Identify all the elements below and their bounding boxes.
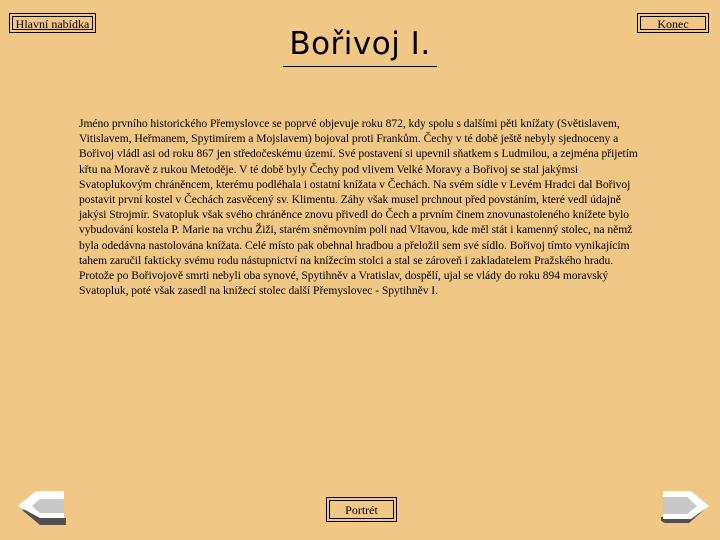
main-menu-button[interactable]: Hlavní nabídka <box>9 13 96 33</box>
body-paragraph: Jméno prvního historického Přemyslovce se poprvé objevuje roku 872, kdy spolu s dalšími pěti knížaty (Světislavem, Vitislavem, Heřmanem, Spytimírem a Mojslavem) bojoval proti Frankům. Čechy v té době ještě nebyly sjednoceny a Bořivoj vládl asi od roku 867 jen středočeskému území. Své postavení si upevnil sňatkem s Ludmilou, a zejména přijetím křtu na Moravě z rukou Metoděje. V té době byly Čechy pod vlivem Velké Moravy a Bořivoj se stal jakýmsi Svatoplukovým chráněncem, kterému podléhala i ostatní knížata v Čechách. Na svém sídle v Levém Hradci dal Bořivoj postavit první kostel v Čechách zasvěcený sv. Klimentu. Záhy však musel prchnout před povstáním, které vedl údajně jakýsi Strojmír. Svatopluk však svého chráněnce znovu přivedl do Čech a prvním činem znovunastoleného knížete bylo vybudování kostela P. Marie na vrchu Žiži, starém sněmovním poli nad Vltavou, kde měl stát i kamenný stolec, na němž byla odedávna nastolována knížata. Celé místo pak obehnal hradbou a přeložil sem své sídlo. Bořivoj tímto vynikajícím tahem zaručil fakticky svému rodu nástupnictví na knížecím stolci a stal se zároveň i zakladatelem Pražského hradu. Protože po Bořivojově smrti nebyli oba synové, Spytihněv a Vratislav, dospělí, ujal se vlády do roku 894 moravský Svatopluk, poté však zasedl na knížecí stolec další Přemyslovec - Spytihněv I. <box>79 117 638 298</box>
page-title-text: Bořivoj I. <box>283 24 436 67</box>
arrow-right-icon[interactable] <box>661 491 711 525</box>
arrow-left-icon[interactable] <box>16 491 66 525</box>
end-button[interactable]: Konec <box>637 13 709 33</box>
portrait-button[interactable]: Portrét <box>326 497 397 522</box>
page-title <box>0 24 720 67</box>
